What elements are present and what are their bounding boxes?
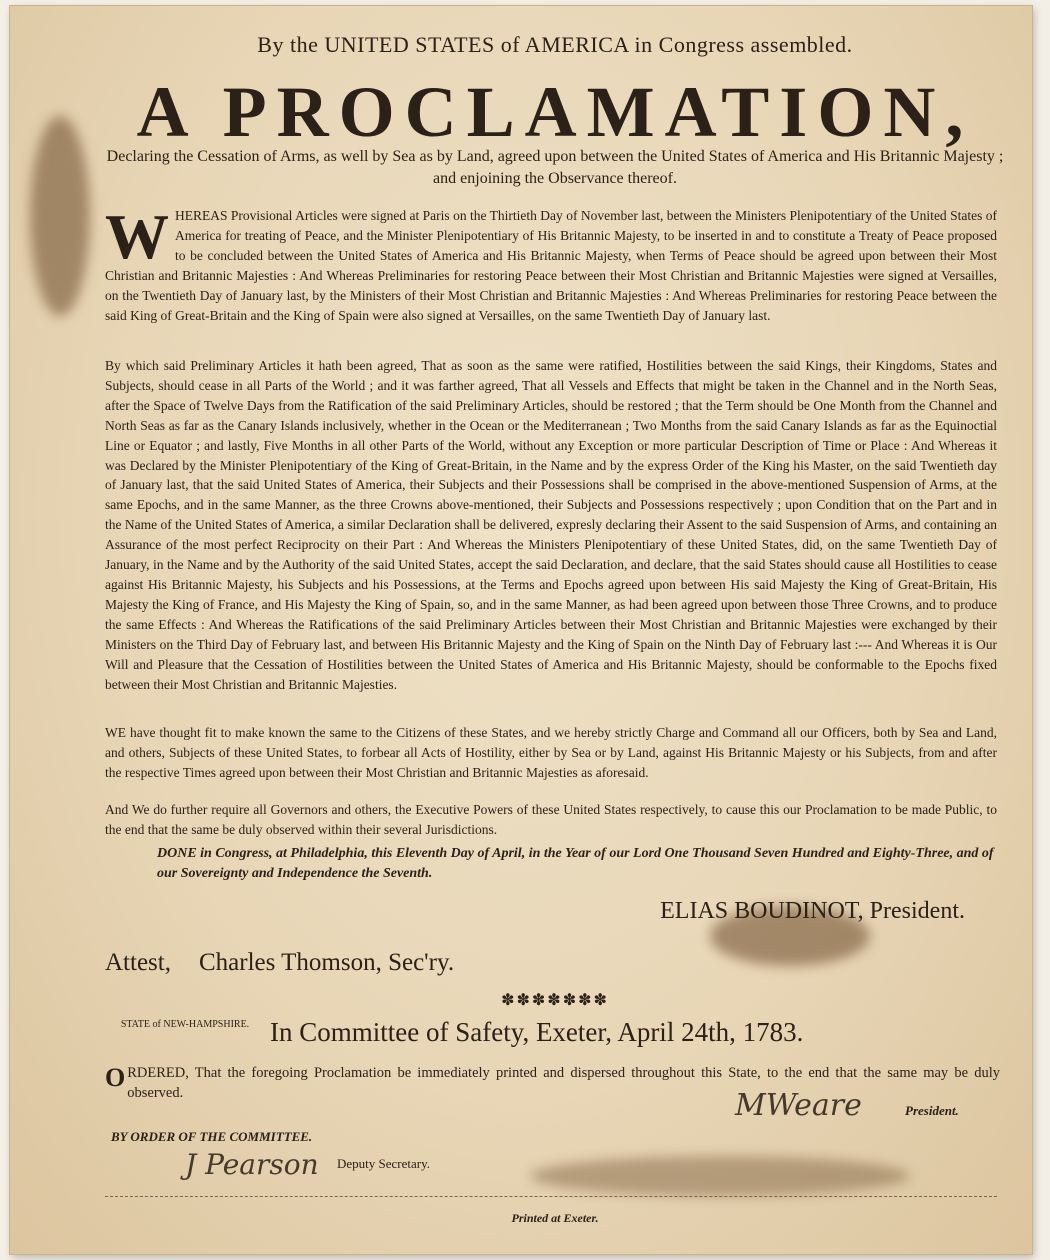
printed-at: Printed at Exeter.	[511, 1211, 599, 1225]
deputy-signature: J Pearson	[185, 1148, 319, 1181]
paragraph-governors: And We do further require all Governors and others, the Executive Powers of these United States respectively, to cause this our Proclamation to be made Public, to the end that the same be duly observed within their several Jurisdictions.	[105, 802, 997, 837]
proclamation-sheet	[10, 6, 1032, 1254]
signer: ELIAS BOUDINOT, President.	[660, 898, 965, 924]
order-initial: O	[105, 1063, 126, 1092]
header-line: By the UNITED STATES of AMERICA in Congress assembled.	[257, 32, 853, 57]
committee-heading: In Committee of Safety, Exeter, April 24th, 1783.	[270, 1017, 804, 1047]
ornament-divider: ✽✽✽✽✽✽✽	[501, 992, 609, 1009]
attest	[105, 949, 1005, 977]
page-title: A PROCLAMATION,	[136, 72, 974, 152]
subtitle: Declaring the Cessation of Arms, as well by Sea as by Land, agreed upon between the United States of America and His Britannic Majesty ; and enjoining the Observance thereof.	[106, 148, 1004, 187]
attest-name: Charles Thomson, Sec'ry.	[198, 949, 455, 976]
bottom-rule	[105, 1196, 997, 1197]
paragraph-whereas	[105, 201, 997, 325]
by-order: BY ORDER OF THE COMMITTEE.	[111, 1129, 313, 1144]
president-role: President.	[905, 1103, 959, 1118]
stain-left	[30, 116, 90, 316]
paragraph-1-text: HEREAS Provisional Articles were signed at Paris on the Thirtieth Day of November last, between the Ministers Plenipotentiary of the United States of America for treating of Peace, and the Minister Plenipotentiary of His Britannic Majesty, to be inserted in and to constitute a Treaty of Peace proposed to be concluded between the United States of America and His Britannic Majesty, when Terms of Peace should be agreed upon between their Most Christian and Britannic Majesties : And Whereas Preliminaries for restoring Peace between their Most Christian and Britannic Majesties were signed at Versailles, on the Twentieth Day of January last, by the Ministers of their Most Christian and Britannic Majesties : And Whereas Preliminaries for restoring Peace between the said King of Great-Britain and the King of Spain were also signed at Versailles, on the same Twentieth Day of January last.	[105, 208, 997, 323]
deputy-role: Deputy Secretary.	[337, 1156, 431, 1171]
state-label: STATE of NEW-HAMPSHIRE.	[120, 1019, 250, 1030]
document-body	[105, 6, 1005, 1254]
done-in-congress: DONE in Congress, at Philadelphia, this Eleventh Day of April, in the Year of our Lord One Thousand Seven Hundred and Eighty-Three, and of our Sovereignty and Independence the Seventh.	[157, 846, 994, 881]
drop-cap: W	[105, 201, 169, 272]
paragraph-we-have: WE have thought fit to make known the same to the Citizens of these States, and we hereby strictly Charge and Command all our Officers, both by Sea and Land, and others, Subjects of these United States, to forbear all Acts of Hostility, either by Sea or by Land, against His Britannic Majesty or his Subjects, from and after the respective Times agreed upon between their Most Christian and Britannic Majesties as aforesaid.	[105, 725, 997, 780]
order-text: RDERED, That the foregoing Proclamation be immediately printed and dispersed throughout this State, to the end that the same may be duly observed.	[127, 1065, 1000, 1101]
paragraph-preliminary: By which said Preliminary Articles it hath been agreed, That as soon as the same were ratified, Hostilities between the said Kings, their Kingdoms, States and Subjects, should cease in all Parts of the World ; and it was farther agreed, That all Vessels and Effects that might be taken in the Channel and in the North Seas, after the Space of Twelve Days from the Ratification of the said Preliminary Articles, should be restored ; that the Term should be One Month from the Channel and North Seas as far as the Canary Islands inclusively, whether in the Ocean or the Mediterranean ; Two Months from the said Canary Islands as far as the Equinoctial Line or Equator ; and lastly, Five Months in all other Parts of the World, without any Exception or more particular Description of Time or Place : And Whereas it was Declared by the Minister Plenipotentiary of the King of Great-Britain, in the Name and by the express Order of the King his Master, on the said Twentieth day of January last, that the said United States of America, their Subjects and their Possessions shall be comprised in the above-mentioned Suspension of Arms, at the same Epochs, and in the same Manner, as the three Crowns above-mentioned, their Subjects and Possessions respectively ; upon Condition that on the Part and in the Name of the United States of America, a similar Declaration shall be delivered, expresly declaring their Assent to the said Suspension of Arms, and containing an Assurance of the most perfect Reciprocity on their Part : And Whereas the Ministers Plenipotentiary of these United States, did, on the same Twentieth Day of January, in the Name and by the Authority of the said United States, accept the said Declaration, and declare, that the said States should cause all Hostilities to cease against His Britannic Majesty, his Subjects and his Possessions, at the Terms and Epochs agreed upon between His said Majesty the King of Great-Britain, His Majesty the King of France, and His Majesty the King of Spain, so, and in the same Manner, as had been agreed upon between those Three Crowns, and to produce the same Effects : And Whereas the Ratifications of the said Preliminary Articles between their Most Christian and Britannic Majesties were exchanged by their Ministers on the Third Day of February last, and between His Britannic Majesty and the King of Spain on the Ninth Day of February last :--- And Whereas it is Our Will and Pleasure that the Cessation of Hostilities between the United States of America and His Britannic Majesty, should be conformable to the Epochs fixed between their Most Christian and Britannic Majesties.	[105, 358, 997, 692]
president-signature: MWeare	[735, 1088, 862, 1123]
attest-label: Attest,	[105, 949, 171, 976]
